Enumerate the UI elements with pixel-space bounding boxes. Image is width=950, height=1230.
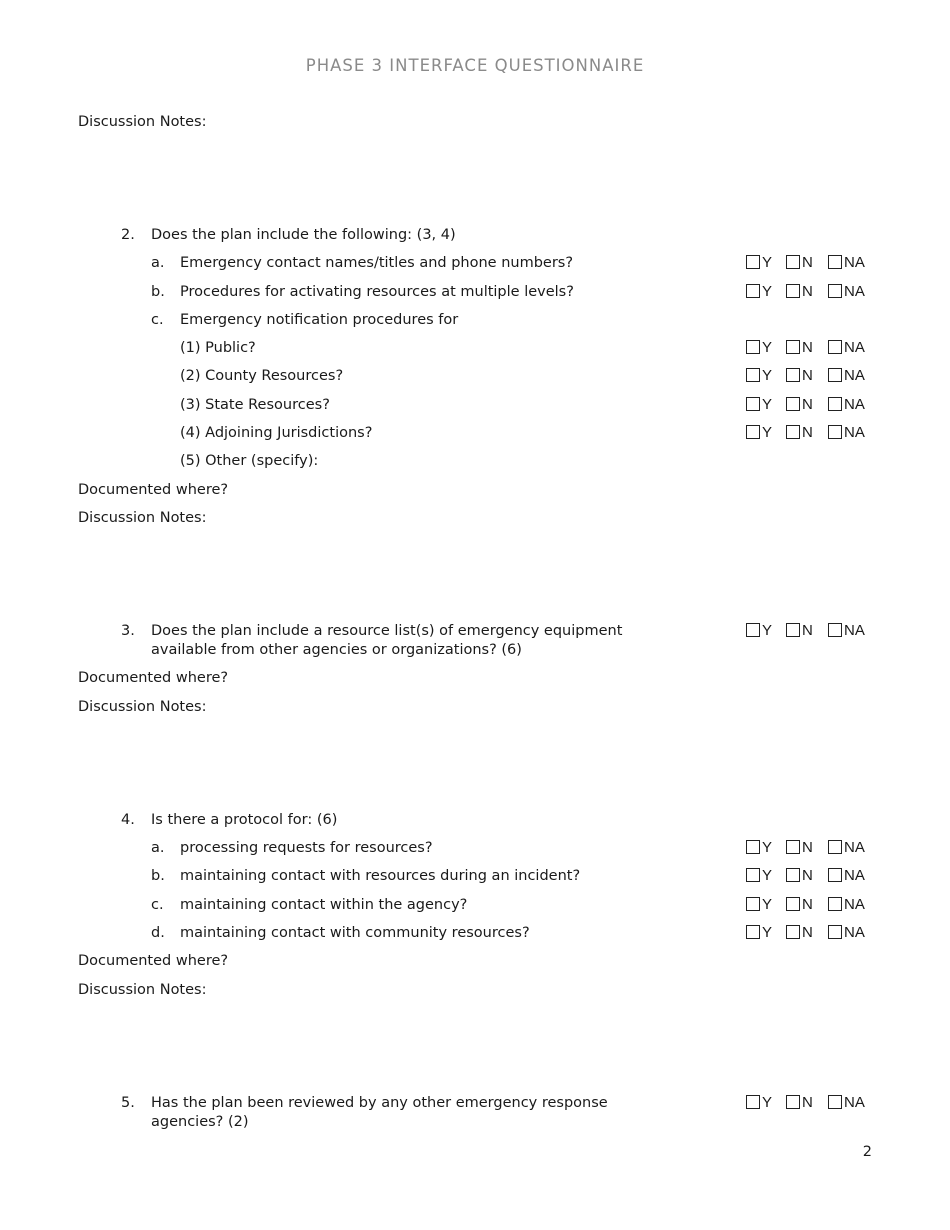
checkbox[interactable] [786, 925, 800, 939]
option-label: NA [844, 867, 865, 884]
checkbox[interactable] [746, 1095, 760, 1109]
option-label: Y [762, 924, 773, 941]
answer-group [746, 924, 876, 942]
option-label: N [802, 924, 813, 941]
checkbox[interactable] [746, 368, 760, 382]
item-text: processing requests for resources? [180, 840, 433, 856]
option-label: N [802, 283, 813, 300]
subitem-text: (1) Public? [180, 340, 256, 356]
checkbox[interactable] [786, 897, 800, 911]
option-label: NA [844, 896, 865, 913]
option-label: Y [762, 424, 773, 441]
item-text: Emergency notification procedures for [180, 312, 459, 328]
option-label: NA [844, 924, 865, 941]
option-label: NA [844, 622, 865, 639]
option-label: N [802, 1094, 813, 1111]
checkbox[interactable] [828, 925, 842, 939]
item-text: Procedures for activating resources at multiple levels? [180, 284, 574, 300]
answer-group [746, 396, 876, 414]
question-number: 3. [121, 623, 135, 639]
documented-where-label: Documented where? [78, 953, 229, 969]
checkbox[interactable] [746, 840, 760, 854]
question-number: 4. [121, 812, 135, 828]
checkbox[interactable] [828, 897, 842, 911]
checkbox[interactable] [746, 397, 760, 411]
checkbox[interactable] [746, 925, 760, 939]
answer-group [746, 622, 876, 640]
discussion-notes-label: Discussion Notes: [78, 982, 207, 998]
option-label: NA [844, 283, 865, 300]
subitem-text: (5) Other (specify): [180, 453, 319, 469]
option-label: N [802, 367, 813, 384]
option-label: Y [762, 254, 773, 271]
checkbox[interactable] [786, 255, 800, 269]
question-number: 5. [121, 1095, 135, 1111]
item-letter: c. [151, 897, 164, 913]
checkbox[interactable] [786, 840, 800, 854]
option-label: N [802, 339, 813, 356]
subitem-text: (4) Adjoining Jurisdictions? [180, 425, 373, 441]
item-letter: d. [151, 925, 165, 941]
item-text: maintaining contact within the agency? [180, 897, 468, 913]
option-label: NA [844, 396, 865, 413]
question-number: 2. [121, 227, 135, 243]
item-text: maintaining contact with resources during an incident? [180, 868, 581, 884]
checkbox[interactable] [828, 255, 842, 269]
option-label: NA [844, 1094, 865, 1111]
checkbox[interactable] [828, 340, 842, 354]
question-text-line1: Has the plan been reviewed by any other emergency response [151, 1095, 608, 1111]
checkbox[interactable] [786, 1095, 800, 1109]
question-text-line2: agencies? (2) [151, 1114, 249, 1130]
option-label: N [802, 622, 813, 639]
option-label: Y [762, 339, 773, 356]
discussion-notes-label: Discussion Notes: [78, 510, 207, 526]
item-letter: b. [151, 284, 165, 300]
option-label: NA [844, 424, 865, 441]
option-label: Y [762, 867, 773, 884]
item-letter: c. [151, 312, 164, 328]
option-label: Y [762, 1094, 773, 1111]
checkbox[interactable] [786, 868, 800, 882]
option-label: Y [762, 367, 773, 384]
discussion-notes-label: Discussion Notes: [78, 114, 207, 130]
question-text: Is there a protocol for: (6) [151, 812, 338, 828]
checkbox[interactable] [746, 284, 760, 298]
checkbox[interactable] [746, 623, 760, 637]
option-label: N [802, 396, 813, 413]
option-label: N [802, 896, 813, 913]
checkbox[interactable] [786, 425, 800, 439]
item-text: Emergency contact names/titles and phone numbers? [180, 255, 574, 271]
item-text: maintaining contact with community resources? [180, 925, 530, 941]
checkbox[interactable] [786, 340, 800, 354]
answer-group [746, 367, 876, 385]
documented-where-label: Documented where? [78, 482, 229, 498]
checkbox[interactable] [746, 340, 760, 354]
checkbox[interactable] [828, 840, 842, 854]
checkbox[interactable] [828, 425, 842, 439]
checkbox[interactable] [828, 868, 842, 882]
option-label: NA [844, 367, 865, 384]
question-text: Does the plan include the following: (3, 4) [151, 227, 456, 243]
option-label: Y [762, 396, 773, 413]
option-label: N [802, 254, 813, 271]
checkbox[interactable] [746, 255, 760, 269]
subitem-text: (3) State Resources? [180, 397, 330, 413]
answer-group [746, 339, 876, 357]
option-label: Y [762, 283, 773, 300]
checkbox[interactable] [746, 425, 760, 439]
checkbox[interactable] [828, 397, 842, 411]
option-label: N [802, 839, 813, 856]
item-letter: a. [151, 840, 165, 856]
answer-group [746, 867, 876, 885]
checkbox[interactable] [746, 868, 760, 882]
option-label: Y [762, 622, 773, 639]
answer-group [746, 839, 876, 857]
checkbox[interactable] [828, 368, 842, 382]
answer-group [746, 1094, 876, 1112]
subitem-text: (2) County Resources? [180, 368, 344, 384]
question-text-line2: available from other agencies or organizations? (6) [151, 642, 522, 658]
checkbox[interactable] [786, 284, 800, 298]
answer-group [746, 896, 876, 914]
page-number: 2 [862, 1144, 872, 1160]
documented-where-label: Documented where? [78, 670, 229, 686]
discussion-notes-label: Discussion Notes: [78, 699, 207, 715]
item-letter: b. [151, 868, 165, 884]
option-label: N [802, 424, 813, 441]
checkbox[interactable] [828, 623, 842, 637]
answer-group [746, 254, 876, 272]
checkbox[interactable] [746, 897, 760, 911]
checkbox[interactable] [786, 623, 800, 637]
option-label: Y [762, 839, 773, 856]
answer-group [746, 424, 876, 442]
option-label: NA [844, 839, 865, 856]
option-label: NA [844, 254, 865, 271]
question-text-line1: Does the plan include a resource list(s) of emergency equipment [151, 623, 623, 639]
option-label: N [802, 867, 813, 884]
answer-group [746, 283, 876, 301]
page-header: PHASE 3 INTERFACE QUESTIONNAIRE [305, 56, 645, 75]
checkbox[interactable] [828, 1095, 842, 1109]
option-label: NA [844, 339, 865, 356]
item-letter: a. [151, 255, 165, 271]
option-label: Y [762, 896, 773, 913]
checkbox[interactable] [786, 397, 800, 411]
checkbox[interactable] [828, 284, 842, 298]
checkbox[interactable] [786, 368, 800, 382]
